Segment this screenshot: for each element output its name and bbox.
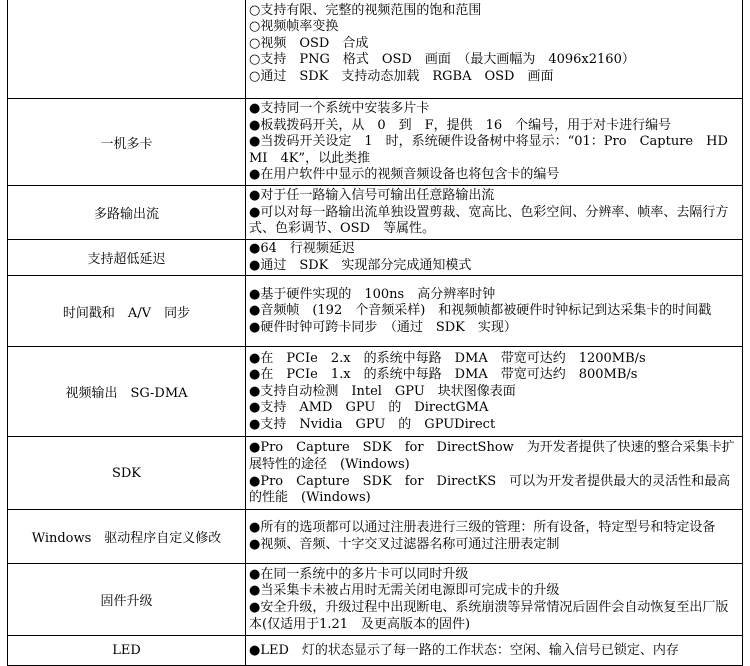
feature-line: ○支持有限、完整的视频范围的饱和范围 xyxy=(249,2,482,18)
feature-line: ●在 PCIe 1.x 的系统中每路 DMA 带宽可达约 800MB/s xyxy=(249,367,638,383)
row-content xyxy=(246,99,743,186)
feature-line: ●硬件时钟可跨卡同步 （通过 SDK 实现） xyxy=(249,319,517,335)
row-label: 视频输出 SG-DMA xyxy=(8,347,246,437)
feature-line: ●LED 灯的状态显示了每一路的工作状态：空闲、输入信号已锁定、内存 xyxy=(249,642,679,658)
row-label: LED xyxy=(8,636,246,666)
feature-line: ○视频 OSD 合成 xyxy=(249,35,369,51)
row-label: SDK xyxy=(8,437,246,510)
table-row xyxy=(8,347,743,437)
table-row xyxy=(8,240,743,276)
feature-line: ●支持同一个系统中安装多片卡 xyxy=(249,101,430,117)
feature-line: ○通过 SDK 支持动态加载 RGBA OSD 画面 xyxy=(249,68,554,84)
row-content xyxy=(246,240,743,276)
row-content xyxy=(246,636,743,666)
feature-line: ●板载拨码开关，从 0 到 F，提供 16 个编号，用于对卡进行编号 xyxy=(249,117,672,133)
feature-line: ●音频帧 (192 个音频采样) 和视频帧都被硬件时钟标记到达采集卡的时间戳 xyxy=(249,303,712,319)
feature-line: ●对于任一路输入信号可输出任意路输出流 xyxy=(249,188,495,204)
feature-line: ●安全升级，升级过程中出现断电、系统崩溃等异常情况后固件会自动恢复至出厂版本(仅适用于1.21 及更高版本的固件) xyxy=(249,600,729,632)
table-row xyxy=(8,99,743,186)
feature-line: ●所有的选项都可以通过注册表进行三级的管理：所有设备，特定型号和特定设备 xyxy=(249,520,716,536)
spec-table xyxy=(7,0,743,666)
row-label: 一机多卡 xyxy=(8,99,246,186)
row-content xyxy=(246,564,743,636)
feature-line: ●支持 AMD GPU 的 DirectGMA xyxy=(249,400,489,416)
table-row xyxy=(8,186,743,240)
feature-line: ●支持 Nvidia GPU 的 GPUDirect xyxy=(249,416,496,432)
feature-line: ●在同一系统中的多片卡可以同时升级 xyxy=(249,566,469,582)
feature-line: ●当采集卡未被占用时无需关闭电源即可完成卡的升级 xyxy=(249,583,560,599)
row-label: 多路输出流 xyxy=(8,186,246,240)
feature-line: ●当拨码开关设定 1 时，系统硬件设备树中将显示：“01：Pro Capture HDMI 4K”，以此类推 xyxy=(249,134,728,166)
feature-line: ●可以对每一路输出流单独设置剪裁、宽高比、色彩空间、分辨率、帧率、去隔行方式、色彩调节、OSD 等属性。 xyxy=(249,204,729,237)
row-content xyxy=(246,437,743,510)
row-content xyxy=(246,347,743,437)
row-label: 支持超低延迟 xyxy=(8,240,246,276)
row-content xyxy=(246,0,743,99)
feature-line: ●Pro Capture SDK for DirectShow 为开发者提供了快速的整合采集卡扩展特性的途径 (Windows) xyxy=(249,440,735,472)
row-label xyxy=(8,0,246,99)
row-content xyxy=(246,510,743,564)
feature-line: ○支持 PNG 格式 OSD 画面 （最大画幅为 4096x2160） xyxy=(249,52,635,68)
row-label: Windows 驱动程序自定义修改 xyxy=(8,510,246,564)
feature-line: ●在 PCIe 2.x 的系统中每路 DMA 带宽可达约 1200MB/s xyxy=(249,350,646,366)
table-row xyxy=(8,0,743,99)
table-row xyxy=(8,437,743,510)
feature-line: ○视频帧率变换 xyxy=(249,19,339,35)
feature-line: ●支持自动检测 Intel GPU 块状图像表面 xyxy=(249,383,516,399)
table-row xyxy=(8,564,743,636)
row-content xyxy=(246,276,743,347)
feature-line: ●Pro Capture SDK for DirectKS 可以为开发者提供最大的灵活性和最高的性能 (Windows) xyxy=(249,473,731,506)
feature-line: ●在用户软件中显示的视频音频设备也将包含卡的编号 xyxy=(249,167,560,183)
table-row xyxy=(8,636,743,666)
row-label: 时间戳和 A/V 同步 xyxy=(8,276,246,347)
row-content xyxy=(246,186,743,240)
table-row xyxy=(8,510,743,564)
feature-line: ●基于硬件实现的 100ns 高分辨率时钟 xyxy=(249,286,496,302)
feature-line: ●64 行视频延迟 xyxy=(249,241,355,257)
feature-line: ●通过 SDK 实现部分完成通知模式 xyxy=(249,258,472,273)
feature-line: ●视频、音频、十字交叉过滤器名称可通过注册表定制 xyxy=(249,537,560,552)
row-label: 固件升级 xyxy=(8,564,246,636)
table-row xyxy=(8,276,743,347)
